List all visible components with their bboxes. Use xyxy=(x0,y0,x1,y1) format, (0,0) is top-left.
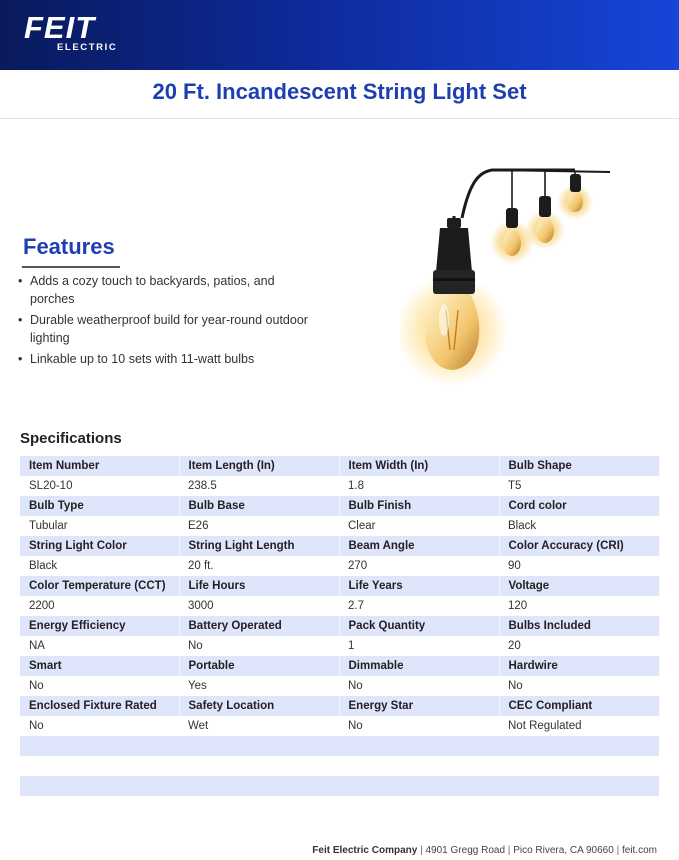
spec-value: 1 xyxy=(339,636,499,656)
feature-text: Adds a cozy touch to backyards, patios, and porches xyxy=(30,274,275,306)
spec-label: String Light Color xyxy=(20,536,179,556)
spec-value: 90 xyxy=(499,556,659,576)
spec-label: Item Length (In) xyxy=(179,456,339,476)
spec-value-row xyxy=(20,596,659,616)
spec-spacer-row xyxy=(20,756,659,776)
spec-label: Life Hours xyxy=(179,576,339,596)
spec-label: Item Width (In) xyxy=(339,456,499,476)
spec-label: Battery Operated xyxy=(179,616,339,636)
spec-label: Energy Star xyxy=(339,696,499,716)
title-divider xyxy=(0,118,679,119)
spec-value: Tubular xyxy=(20,516,179,536)
spec-label-row xyxy=(20,696,659,716)
spec-value: 20 ft. xyxy=(179,556,339,576)
spec-label-row xyxy=(20,536,659,556)
feature-text: Durable weatherproof build for year-round outdoor lighting xyxy=(30,313,308,345)
spec-value-row xyxy=(20,636,659,656)
spec-label: CEC Compliant xyxy=(499,696,659,716)
spec-value: No xyxy=(339,676,499,696)
specifications-heading: Specifications xyxy=(20,430,122,447)
spec-label: Voltage xyxy=(499,576,659,596)
feature-item xyxy=(18,272,318,308)
spec-value: T5 xyxy=(499,476,659,496)
spec-value: No xyxy=(499,676,659,696)
spec-value: No xyxy=(20,676,179,696)
spec-label: Color Accuracy (CRI) xyxy=(499,536,659,556)
spec-value-row xyxy=(20,676,659,696)
string-light-bulbs-icon xyxy=(400,160,630,390)
spec-value: 3000 xyxy=(179,596,339,616)
spec-label: Item Number xyxy=(20,456,179,476)
spec-value-row xyxy=(20,476,659,496)
footer-separator: | xyxy=(616,845,620,856)
spec-label: Color Temperature (CCT) xyxy=(20,576,179,596)
footer-city: Pico Rivera, CA 90660 xyxy=(513,845,614,856)
spec-empty-row xyxy=(20,776,659,796)
spec-value: Clear xyxy=(339,516,499,536)
spec-value: 1.8 xyxy=(339,476,499,496)
spec-value: 238.5 xyxy=(179,476,339,496)
bullet-icon: • xyxy=(18,274,23,288)
spec-label-row xyxy=(20,456,659,476)
spec-value: Black xyxy=(499,516,659,536)
spec-label: String Light Length xyxy=(179,536,339,556)
spec-label: Portable xyxy=(179,656,339,676)
spec-value: 20 xyxy=(499,636,659,656)
feature-text: Linkable up to 10 sets with 11-watt bulbs xyxy=(30,352,255,366)
spec-label: Enclosed Fixture Rated xyxy=(20,696,179,716)
spec-value: 2200 xyxy=(20,596,179,616)
spec-value: E26 xyxy=(179,516,339,536)
spec-label: Bulbs Included xyxy=(499,616,659,636)
footer-company: Feit Electric Company xyxy=(312,845,418,856)
footer-separator: | xyxy=(420,845,423,856)
footer-website-link[interactable]: feit.com xyxy=(621,845,657,856)
feature-item xyxy=(18,350,318,368)
spec-value: Wet xyxy=(179,716,339,736)
spec-label: Dimmable xyxy=(339,656,499,676)
spec-value: Not Regulated xyxy=(499,716,659,736)
footer-separator: | xyxy=(507,845,511,856)
spec-empty-row xyxy=(20,736,659,756)
logo-subtext: ELECTRIC xyxy=(57,42,118,53)
features-list xyxy=(18,272,318,371)
spec-label: Bulb Shape xyxy=(499,456,659,476)
spec-value-row xyxy=(20,516,659,536)
spec-label: Cord color xyxy=(499,496,659,516)
spec-label: Beam Angle xyxy=(339,536,499,556)
spec-value: 2.7 xyxy=(339,596,499,616)
bullet-icon: • xyxy=(18,313,23,327)
spec-label: Life Years xyxy=(339,576,499,596)
header-banner xyxy=(0,0,679,70)
spec-value: 120 xyxy=(499,596,659,616)
spec-value-row xyxy=(20,556,659,576)
page-title: 20 Ft. Incandescent String Light Set xyxy=(152,79,527,104)
spec-value: No xyxy=(339,716,499,736)
spec-label-row xyxy=(20,656,659,676)
spec-label: Energy Efficiency xyxy=(20,616,179,636)
features-underline xyxy=(22,266,120,268)
spec-label: Safety Location xyxy=(179,696,339,716)
spec-label: Pack Quantity xyxy=(339,616,499,636)
spec-value-row xyxy=(20,716,659,736)
spec-label-row xyxy=(20,576,659,596)
features-heading: Features xyxy=(23,234,115,259)
footer-address: 4901 Gregg Road xyxy=(425,845,506,856)
spec-label: Smart xyxy=(20,656,179,676)
spec-value: NA xyxy=(20,636,179,656)
spec-value: SL20-10 xyxy=(20,476,179,496)
bullet-icon: • xyxy=(18,352,23,366)
feature-item xyxy=(18,311,318,347)
spec-value: Yes xyxy=(179,676,339,696)
specifications-table xyxy=(20,456,660,796)
feit-electric-logo xyxy=(24,12,124,54)
spec-label: Hardwire xyxy=(499,656,659,676)
spec-value: 270 xyxy=(339,556,499,576)
spec-label-row xyxy=(20,496,659,516)
spec-value: No xyxy=(179,636,339,656)
spec-label-row xyxy=(20,616,659,636)
spec-label: Bulb Base xyxy=(179,496,339,516)
spec-label: Bulb Type xyxy=(20,496,179,516)
spec-value: Black xyxy=(20,556,179,576)
spec-value: No xyxy=(20,716,179,736)
page-footer xyxy=(312,845,657,856)
logo-wordmark: FEIT xyxy=(24,10,96,45)
spec-label: Bulb Finish xyxy=(339,496,499,516)
product-photo xyxy=(400,160,630,390)
